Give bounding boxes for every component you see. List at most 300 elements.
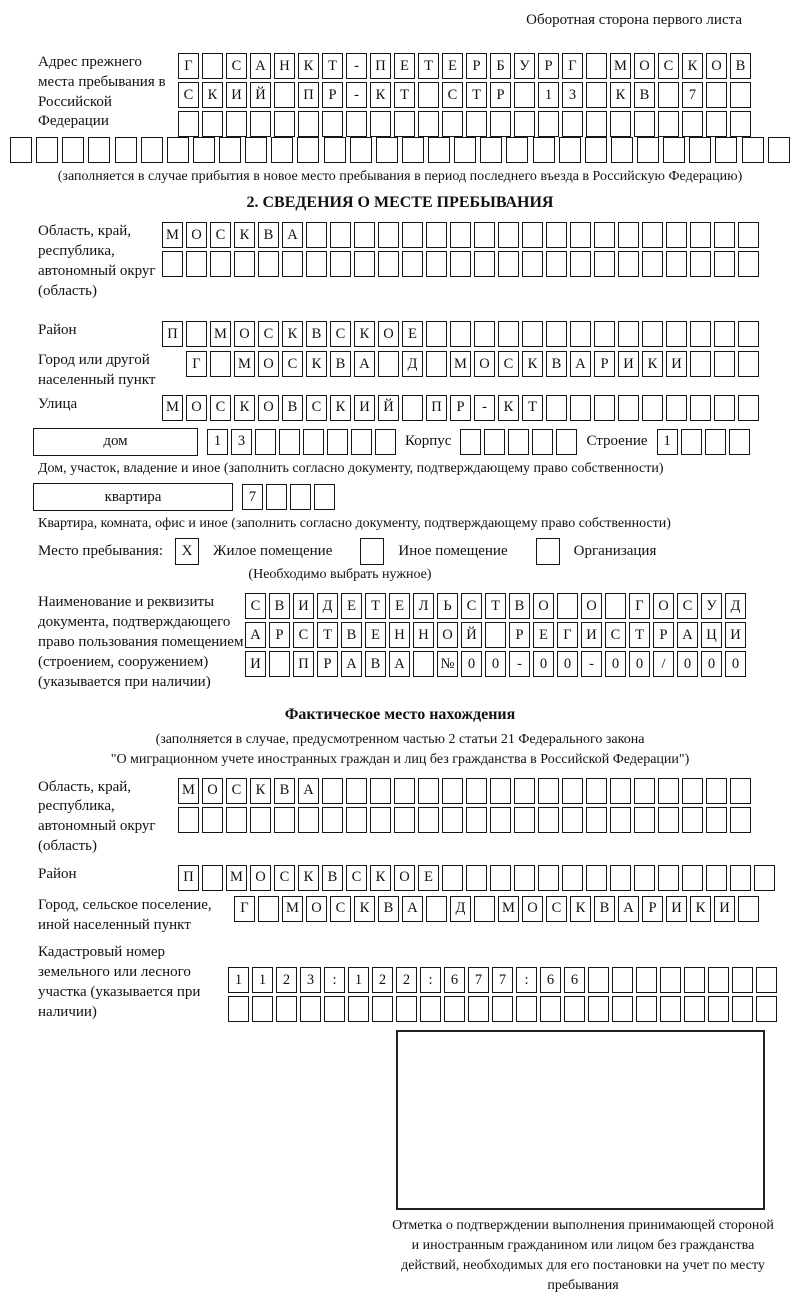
char-cell — [186, 321, 207, 347]
char-cell — [402, 395, 423, 421]
char-cell: А — [677, 622, 698, 648]
char-cell — [642, 222, 663, 248]
char-cell — [498, 321, 519, 347]
char-cell: О — [378, 321, 399, 347]
char-cell — [450, 321, 471, 347]
field-street-cell-rows — [162, 395, 759, 421]
char-cell: Р — [317, 651, 338, 677]
char-cell — [714, 222, 735, 248]
stay-type-row — [10, 538, 790, 565]
char-cell — [354, 222, 375, 248]
field-street — [10, 395, 790, 421]
char-cell: В — [546, 351, 567, 377]
char-cell — [538, 807, 559, 833]
char-cell — [290, 484, 311, 510]
char-cell: К — [202, 82, 223, 108]
char-cell — [314, 484, 335, 510]
char-cell — [350, 137, 372, 163]
char-cell — [245, 137, 267, 163]
char-cell — [466, 111, 487, 137]
char-cell: 0 — [701, 651, 722, 677]
char-cell: К — [354, 321, 375, 347]
char-cell: С — [178, 82, 199, 108]
char-cell — [756, 996, 777, 1022]
field-district — [10, 321, 790, 347]
char-cell — [585, 137, 607, 163]
char-cell — [426, 351, 447, 377]
char-cell: Д — [317, 593, 338, 619]
char-cell — [618, 222, 639, 248]
char-cell — [706, 807, 727, 833]
char-cell — [538, 865, 559, 891]
fact-field-region — [10, 778, 790, 857]
stay-option-checkbox-1 — [360, 538, 384, 565]
char-cell — [202, 111, 223, 137]
char-cell — [346, 111, 367, 137]
char-cell — [514, 865, 535, 891]
char-cell — [306, 251, 327, 277]
char-cell — [570, 395, 591, 421]
char-cell — [666, 251, 687, 277]
field-document — [10, 593, 790, 692]
char-cell: Г — [557, 622, 578, 648]
char-cell — [167, 137, 189, 163]
char-cell: С — [258, 321, 279, 347]
field-region — [10, 222, 790, 301]
char-cell — [663, 137, 685, 163]
char-cell — [450, 251, 471, 277]
char-cell: Р — [490, 82, 511, 108]
fact-field-city-label: Город, сельское поселение, иной населенный пункт — [38, 896, 212, 933]
char-cell — [714, 351, 735, 377]
char-cell: М — [498, 896, 519, 922]
char-cell: Г — [178, 53, 199, 79]
char-cell — [498, 251, 519, 277]
char-cell: 7 — [492, 967, 513, 993]
char-cell — [738, 896, 759, 922]
char-cell: В — [378, 896, 399, 922]
char-cell-row — [178, 82, 751, 108]
house-caption: Дом, участок, владение и иное (заполнить согласно документу, подтверждающему право собственности) — [38, 460, 664, 476]
stroenie-cells — [657, 429, 750, 455]
char-cell — [442, 111, 463, 137]
char-cell-row — [186, 351, 759, 377]
char-cell: 0 — [725, 651, 746, 677]
char-cell: Р — [642, 896, 663, 922]
char-cell — [258, 251, 279, 277]
char-cell: С — [226, 53, 247, 79]
char-cell — [546, 222, 567, 248]
char-cell — [690, 351, 711, 377]
char-cell — [586, 53, 607, 79]
char-cell — [330, 251, 351, 277]
char-cell — [682, 111, 703, 137]
char-cell: К — [610, 82, 631, 108]
char-cell — [514, 807, 535, 833]
char-cell — [426, 251, 447, 277]
char-cell — [330, 222, 351, 248]
apartment-row — [33, 483, 790, 511]
char-cell — [62, 137, 84, 163]
char-cell: Й — [378, 395, 399, 421]
char-cell — [202, 865, 223, 891]
char-cell-row — [657, 429, 750, 455]
char-cell — [690, 251, 711, 277]
char-cell — [690, 222, 711, 248]
section2-title: 2. СВЕДЕНИЯ О МЕСТЕ ПРЕБЫВАНИЯ — [246, 194, 554, 212]
char-cell: - — [346, 53, 367, 79]
char-cell — [426, 896, 447, 922]
char-cell: К — [498, 395, 519, 421]
char-cell — [618, 251, 639, 277]
char-cell: У — [701, 593, 722, 619]
char-cell: Т — [418, 53, 439, 79]
char-cell — [228, 996, 249, 1022]
char-cell: В — [365, 651, 386, 677]
char-cell — [682, 778, 703, 804]
char-cell — [666, 395, 687, 421]
char-cell — [681, 429, 702, 455]
char-cell: М — [450, 351, 471, 377]
char-cell: Р — [509, 622, 530, 648]
char-cell — [634, 778, 655, 804]
char-cell-row — [245, 651, 746, 677]
char-cell-row — [245, 593, 746, 619]
char-cell — [559, 137, 581, 163]
char-cell: 1 — [207, 429, 228, 455]
char-cell: Т — [466, 82, 487, 108]
char-cell: В — [330, 351, 351, 377]
char-cell: И — [245, 651, 266, 677]
char-cell — [522, 222, 543, 248]
char-cell — [322, 807, 343, 833]
char-cell — [271, 137, 293, 163]
char-cell — [738, 222, 759, 248]
char-cell: Т — [322, 53, 343, 79]
char-cell: 0 — [557, 651, 578, 677]
char-cell — [570, 251, 591, 277]
char-cell — [682, 807, 703, 833]
char-cell: О — [437, 622, 458, 648]
char-cell — [202, 807, 223, 833]
char-cell — [210, 351, 231, 377]
char-cell: С — [346, 865, 367, 891]
char-cell-row — [207, 429, 396, 455]
char-cell: К — [682, 53, 703, 79]
char-cell: : — [324, 967, 345, 993]
char-cell: П — [162, 321, 183, 347]
char-cell: Т — [365, 593, 386, 619]
char-cell — [546, 251, 567, 277]
char-cell: С — [245, 593, 266, 619]
char-cell: О — [533, 593, 554, 619]
char-cell — [354, 251, 375, 277]
char-cell — [636, 996, 657, 1022]
char-cell: / — [653, 651, 674, 677]
char-cell: Ь — [437, 593, 458, 619]
char-cell — [372, 996, 393, 1022]
char-cell — [324, 137, 346, 163]
char-cell: Е — [533, 622, 554, 648]
fact-field-region-cell-rows — [178, 778, 751, 833]
char-cell: О — [186, 222, 207, 248]
char-cell — [588, 996, 609, 1022]
char-cell: Е — [418, 865, 439, 891]
prev-address-label: Адрес прежнего места пребывания в Российской Федерации — [38, 54, 166, 130]
char-cell — [420, 996, 441, 1022]
char-cell — [610, 778, 631, 804]
char-cell — [586, 82, 607, 108]
prev-address-cell-rows — [178, 53, 751, 137]
char-cell — [684, 996, 705, 1022]
char-cell — [454, 137, 476, 163]
char-cell — [738, 351, 759, 377]
fact-field-cadastral-label: Кадастровый номер земельного или лесного участка (указывается при наличии) — [38, 944, 201, 1020]
char-cell — [564, 996, 585, 1022]
char-cell — [274, 82, 295, 108]
char-cell: П — [370, 53, 391, 79]
stay-type-options — [175, 538, 684, 565]
char-cell — [10, 137, 32, 163]
char-cell: О — [634, 53, 655, 79]
char-cell — [394, 111, 415, 137]
char-cell — [418, 111, 439, 137]
char-cell — [768, 137, 790, 163]
char-cell: О — [306, 896, 327, 922]
char-cell: С — [330, 321, 351, 347]
char-cell: 2 — [276, 967, 297, 993]
apartment-cells — [242, 484, 335, 510]
stay-option-checkbox-2 — [536, 538, 560, 565]
char-cell: Е — [402, 321, 423, 347]
char-cell — [714, 395, 735, 421]
prev-address-block — [10, 53, 790, 137]
char-cell — [538, 111, 559, 137]
char-cell — [219, 137, 241, 163]
char-cell: С — [442, 82, 463, 108]
char-cell — [732, 996, 753, 1022]
char-cell: В — [269, 593, 290, 619]
char-cell — [715, 137, 737, 163]
char-cell: А — [341, 651, 362, 677]
char-cell — [618, 395, 639, 421]
char-cell: 0 — [629, 651, 650, 677]
char-cell: С — [461, 593, 482, 619]
char-cell: А — [282, 222, 303, 248]
char-cell — [402, 137, 424, 163]
char-cell: О — [258, 351, 279, 377]
char-cell — [442, 807, 463, 833]
char-cell — [546, 321, 567, 347]
char-cell: И — [354, 395, 375, 421]
char-cell: Н — [274, 53, 295, 79]
char-cell: И — [581, 622, 602, 648]
char-cell-row — [162, 395, 759, 421]
char-cell: К — [250, 778, 271, 804]
char-cell: Д — [450, 896, 471, 922]
char-cell: А — [402, 896, 423, 922]
fact-field-cadastral — [10, 943, 790, 1022]
char-cell: Р — [653, 622, 674, 648]
char-cell: Ц — [701, 622, 722, 648]
char-cell-row — [234, 896, 759, 922]
char-cell — [562, 111, 583, 137]
char-cell — [658, 865, 679, 891]
char-cell — [738, 321, 759, 347]
stroenie-label: Строение — [586, 433, 648, 450]
char-cell — [210, 251, 231, 277]
char-cell — [689, 137, 711, 163]
char-cell — [348, 996, 369, 1022]
prev-address-caption: (заполняется в случае прибытия в новое место пребывания в период последнего въезда в Российскую Федерацию) — [57, 169, 743, 184]
char-cell: О — [234, 321, 255, 347]
char-cell: Т — [522, 395, 543, 421]
char-cell: К — [642, 351, 663, 377]
char-cell: Й — [461, 622, 482, 648]
char-cell: К — [354, 896, 375, 922]
char-cell — [378, 251, 399, 277]
char-cell — [269, 651, 290, 677]
char-cell: С — [546, 896, 567, 922]
char-cell: Р — [269, 622, 290, 648]
char-cell: Д — [725, 593, 746, 619]
char-cell — [546, 395, 567, 421]
char-cell: В — [509, 593, 530, 619]
char-cell — [706, 111, 727, 137]
char-cell-row — [228, 967, 777, 993]
char-cell — [610, 111, 631, 137]
house-row — [33, 428, 790, 456]
char-cell — [610, 807, 631, 833]
field-region-label: Область, край, республика, автономный округ (область) — [38, 223, 156, 299]
char-cell — [426, 222, 447, 248]
char-cell — [516, 996, 537, 1022]
char-cell: 0 — [605, 651, 626, 677]
char-cell — [370, 778, 391, 804]
char-cell — [610, 865, 631, 891]
field-street-label: Улица — [38, 395, 78, 412]
char-cell: К — [370, 82, 391, 108]
char-cell: : — [516, 967, 537, 993]
char-cell: Б — [490, 53, 511, 79]
stay-option-label-1: Иное помещение — [398, 543, 508, 560]
char-cell — [738, 395, 759, 421]
char-cell — [428, 137, 450, 163]
char-cell: : — [420, 967, 441, 993]
char-cell — [540, 996, 561, 1022]
char-cell — [297, 137, 319, 163]
actual-location-caption-2: "О миграционном учете иностранных граждан и лиц без гражданства в Российской Федерации") — [110, 751, 690, 767]
char-cell — [303, 429, 324, 455]
char-cell: Е — [341, 593, 362, 619]
fact-field-cadastral-cell-rows — [206, 967, 777, 1022]
char-cell: Г — [562, 53, 583, 79]
page-side-note: Оборотная сторона первого листа — [526, 12, 742, 28]
char-cell — [324, 996, 345, 1022]
char-cell: М — [234, 351, 255, 377]
char-cell — [226, 111, 247, 137]
char-cell: А — [570, 351, 591, 377]
char-cell — [178, 807, 199, 833]
actual-location-caption-1: (заполняется в случае, предусмотренном частью 2 статьи 21 Федерального закона — [155, 732, 645, 748]
char-cell — [141, 137, 163, 163]
char-cell: Т — [629, 622, 650, 648]
char-cell — [562, 865, 583, 891]
char-cell — [466, 807, 487, 833]
char-cell — [226, 807, 247, 833]
char-cell — [460, 429, 481, 455]
char-cell — [442, 865, 463, 891]
char-cell — [730, 778, 751, 804]
char-cell — [300, 996, 321, 1022]
korpus-cells — [460, 429, 577, 455]
char-cell — [490, 865, 511, 891]
char-cell: О — [202, 778, 223, 804]
char-cell — [588, 967, 609, 993]
char-cell: 1 — [538, 82, 559, 108]
char-cell — [485, 622, 506, 648]
char-cell — [642, 251, 663, 277]
char-cell: А — [354, 351, 375, 377]
char-cell — [732, 967, 753, 993]
char-cell: В — [730, 53, 751, 79]
char-cell: - — [581, 651, 602, 677]
char-cell: И — [666, 351, 687, 377]
char-cell: К — [298, 865, 319, 891]
char-cell — [370, 807, 391, 833]
char-cell — [413, 651, 434, 677]
field-district-label: Район — [38, 322, 77, 339]
char-cell: А — [298, 778, 319, 804]
char-cell — [442, 778, 463, 804]
char-cell — [706, 82, 727, 108]
char-cell: П — [426, 395, 447, 421]
char-cell-row — [162, 222, 759, 248]
char-cell — [266, 484, 287, 510]
actual-location-captions — [10, 730, 790, 769]
char-cell — [418, 807, 439, 833]
char-cell — [514, 778, 535, 804]
char-cell: В — [258, 222, 279, 248]
char-cell — [193, 137, 215, 163]
char-cell: Е — [365, 622, 386, 648]
char-cell: Н — [413, 622, 434, 648]
char-cell — [490, 807, 511, 833]
char-cell-row — [178, 865, 775, 891]
char-cell: Е — [394, 53, 415, 79]
char-cell: К — [306, 351, 327, 377]
fact-field-district-cell-rows — [178, 865, 775, 891]
char-cell — [274, 111, 295, 137]
char-cell — [557, 593, 578, 619]
char-cell-row — [162, 321, 759, 347]
char-cell — [586, 865, 607, 891]
char-cell: С — [658, 53, 679, 79]
char-cell: О — [186, 395, 207, 421]
char-cell — [255, 429, 276, 455]
char-cell-row — [242, 484, 335, 510]
char-cell — [450, 222, 471, 248]
char-cell — [533, 137, 555, 163]
char-cell — [594, 222, 615, 248]
char-cell: С — [306, 395, 327, 421]
char-cell — [562, 778, 583, 804]
char-cell: К — [282, 321, 303, 347]
char-cell — [396, 996, 417, 1022]
char-cell: 3 — [231, 429, 252, 455]
char-cell — [756, 967, 777, 993]
char-cell: М — [282, 896, 303, 922]
